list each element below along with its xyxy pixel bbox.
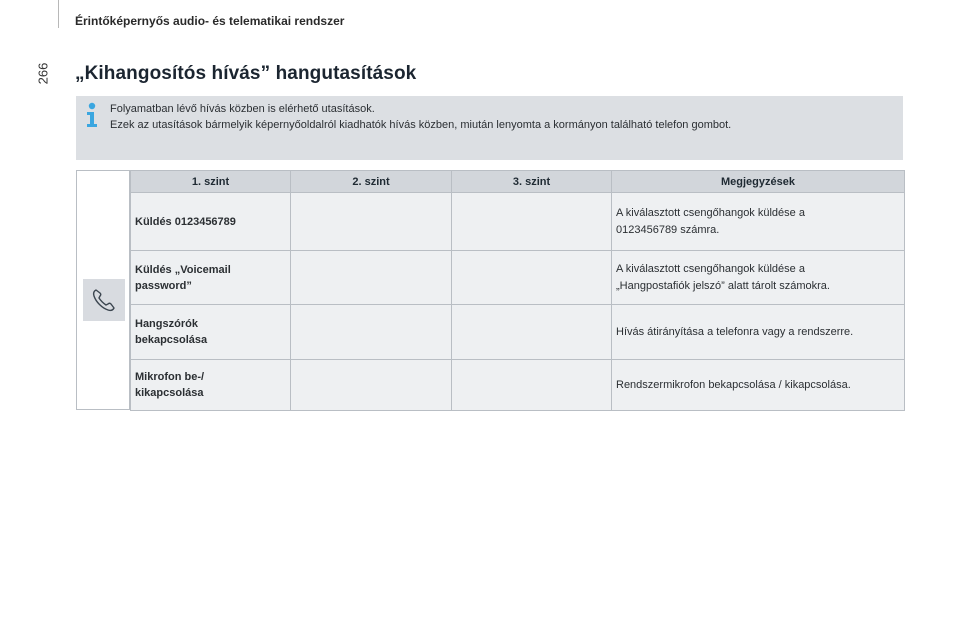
command-cell [131, 305, 291, 360]
info-text-line-2: Ezek az utasítások bármelyik képernyőoldalról kiadhatók hívás közben, miután lenyomta a kormányon található telefon gombot. [110, 119, 732, 131]
table-row [131, 360, 905, 411]
command-text-cont: password” [135, 279, 192, 292]
level-3-cell [452, 305, 612, 360]
level-3-cell [452, 251, 612, 305]
info-icon [84, 102, 100, 128]
note-text: A kiválasztott csengőhangok küldése a [616, 206, 805, 219]
commands-grid [130, 170, 905, 411]
command-text: Mikrofon be-/ [135, 371, 205, 383]
info-box [76, 96, 903, 160]
header-notes: Megjegyzések [612, 171, 905, 193]
note-cell [612, 193, 905, 251]
level-2-cell [291, 305, 452, 360]
note-text: A kiválasztott csengőhangok küldése a [616, 262, 805, 275]
command-text: Küldés 0123456789 [135, 215, 236, 228]
margin-rule [58, 0, 59, 28]
note-cell [612, 360, 905, 411]
header-level-1: 1. szint [131, 171, 291, 193]
level-2-cell [291, 360, 452, 411]
note-text-cont: „Hangpostafiók jelszó” alatt tárolt számokra. [616, 279, 830, 292]
header-level-2: 2. szint [291, 171, 452, 193]
command-text: Küldés „Voicemail [135, 263, 231, 276]
command-text-cont: bekapcsolása [135, 334, 208, 346]
note-text-cont: 0123456789 számra. [616, 223, 720, 236]
phone-icon [83, 279, 125, 321]
note-text: Hívás átirányítása a telefonra vagy a rendszerre. [616, 325, 854, 338]
info-text-line-1: Folyamatban lévő hívás közben is elérhető utasítások. [110, 103, 375, 115]
table-row [131, 251, 905, 305]
command-text-cont: kikapcsolása [135, 387, 204, 399]
command-cell [131, 251, 291, 305]
level-2-cell [291, 251, 452, 305]
running-title: Érintőképernyős audio- és telematikai rendszer [75, 14, 345, 28]
command-cell [131, 360, 291, 411]
table-header-row [131, 171, 905, 193]
level-3-cell [452, 193, 612, 251]
note-cell [612, 251, 905, 305]
level-3-cell [452, 360, 612, 411]
note-text: Rendszermikrofon bekapcsolása / kikapcsolása. [616, 378, 851, 391]
phone-tile [83, 279, 125, 321]
level-2-cell [291, 193, 452, 251]
note-cell [612, 305, 905, 360]
header-level-3: 3. szint [452, 171, 612, 193]
section-title: „Kihangosítós hívás” hangutasítások [75, 63, 417, 84]
command-cell [131, 193, 291, 251]
table-row [131, 193, 905, 251]
table-icon-column [76, 170, 130, 410]
page-number: 266 [35, 62, 51, 85]
command-text: Hangszórók [135, 318, 198, 330]
voice-commands-table [76, 170, 904, 410]
table-row [131, 305, 905, 360]
